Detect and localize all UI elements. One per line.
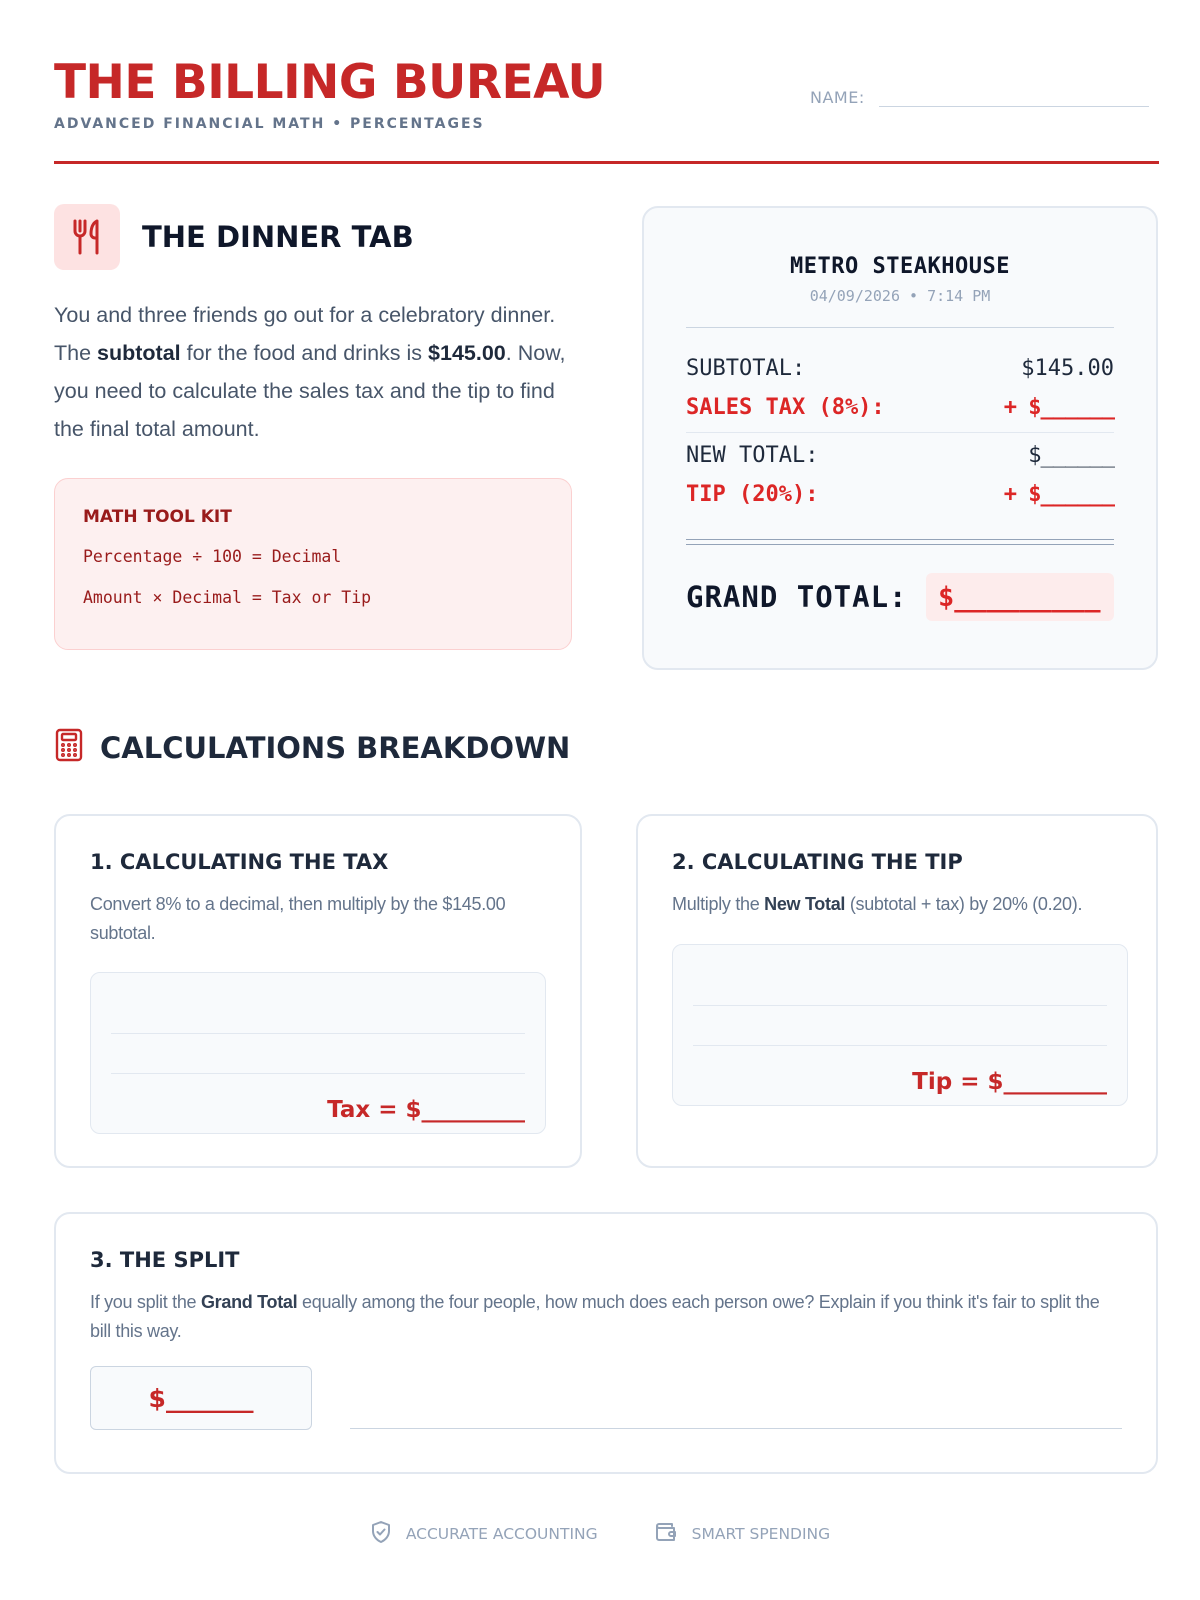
calculations-title: CALCULATIONS BREAKDOWN: [100, 730, 571, 765]
dinner-story: You and three friends go out for a celebratory dinner. The subtotal for the food and drinks is $145.00. Now, you need to calculate the sales tax and the tip to find the final total amount.: [54, 303, 566, 441]
name-field: [810, 88, 1149, 107]
toolkit-title: MATH TOOL KIT: [83, 507, 232, 527]
tip-label: TIP (20%):: [686, 482, 819, 507]
tax-calculation-card: [54, 814, 582, 1168]
grand-total-blank[interactable]: $_________: [926, 573, 1114, 621]
subtotal-label: SUBTOTAL:: [686, 356, 806, 381]
split-card-instructions: If you split the Grand Total equally among the four people, how much does each person owe? Explain if you think it's fair to split the bill this way.: [90, 1292, 1100, 1341]
receipt-date: 04/09/2026 • 7:14 PM: [809, 287, 991, 305]
receipt-double-rule: [686, 539, 1114, 545]
grand-total-row: [686, 573, 1114, 621]
dinner-tab-title: THE DINNER TAB: [142, 220, 414, 254]
subtotal-value: $145.00: [1021, 356, 1114, 381]
receipt-divider: [686, 432, 1114, 433]
restaurant-name: METRO STEAKHOUSE: [790, 254, 1010, 279]
subtotal-row: [686, 356, 1114, 381]
new-total-blank[interactable]: $______: [1028, 443, 1114, 468]
footer-item-accounting: [370, 1520, 598, 1548]
math-tool-kit: [54, 478, 572, 650]
split-card: [54, 1212, 1158, 1474]
tip-calculation-card: [636, 814, 1158, 1168]
utensils-icon: [54, 204, 120, 270]
sales-tax-label: SALES TAX (8%):: [686, 395, 885, 420]
wallet-icon: [654, 1520, 692, 1548]
grand-total-label: GRAND TOTAL:: [686, 580, 908, 614]
page-subtitle: ADVANCED FINANCIAL MATH • PERCENTAGES: [54, 116, 485, 132]
footer: [0, 1520, 1200, 1548]
sales-tax-blank[interactable]: + $______: [1003, 395, 1114, 420]
name-input-line[interactable]: [879, 89, 1149, 107]
name-label: NAME:: [810, 88, 865, 107]
tax-card-instructions: Convert 8% to a decimal, then multiply by the $145.00 subtotal.: [90, 894, 506, 943]
tip-work-area[interactable]: [672, 944, 1128, 1106]
toolkit-formula-1: Percentage ÷ 100 = Decimal: [83, 547, 342, 566]
page-header: [54, 54, 1159, 164]
receipt: [642, 206, 1158, 670]
new-total-label: NEW TOTAL:: [686, 443, 819, 468]
tip-card-title: 2. CALCULATING THE TIP: [672, 850, 963, 874]
new-total-row: [686, 443, 1114, 468]
split-explanation-line[interactable]: [350, 1428, 1122, 1429]
calculator-icon: [54, 728, 84, 767]
toolkit-formula-2: Amount × Decimal = Tax or Tip: [83, 588, 372, 607]
tip-answer-blank[interactable]: Tip = $_________: [912, 1069, 1107, 1095]
split-card-title: 3. THE SPLIT: [90, 1248, 240, 1272]
tip-row: [686, 482, 1114, 507]
tax-work-area[interactable]: [90, 972, 546, 1134]
footer-item-spending: [654, 1520, 831, 1548]
tax-answer-blank[interactable]: Tax = $_________: [327, 1097, 525, 1123]
tip-card-instructions: Multiply the New Total (subtotal + tax) by 20% (0.20).: [672, 894, 1083, 914]
work-line: [111, 1073, 525, 1074]
work-line: [693, 1005, 1107, 1006]
footer-label-accounting: ACCURATE ACCOUNTING: [405, 1525, 598, 1543]
sales-tax-row: [686, 395, 1114, 420]
tax-card-title: 1. CALCULATING THE TAX: [90, 850, 389, 874]
tip-blank[interactable]: + $______: [1003, 482, 1114, 507]
split-answer-box[interactable]: $_______: [90, 1366, 312, 1430]
work-line: [693, 1045, 1107, 1046]
receipt-divider: [686, 327, 1114, 328]
work-line: [111, 1033, 525, 1034]
footer-label-spending: SMART SPENDING: [691, 1525, 831, 1543]
calculations-heading: [54, 728, 570, 767]
dinner-tab-heading: [54, 204, 414, 270]
page-title: THE BILLING BUREAU: [54, 55, 606, 110]
shield-check-icon: [370, 1520, 406, 1548]
